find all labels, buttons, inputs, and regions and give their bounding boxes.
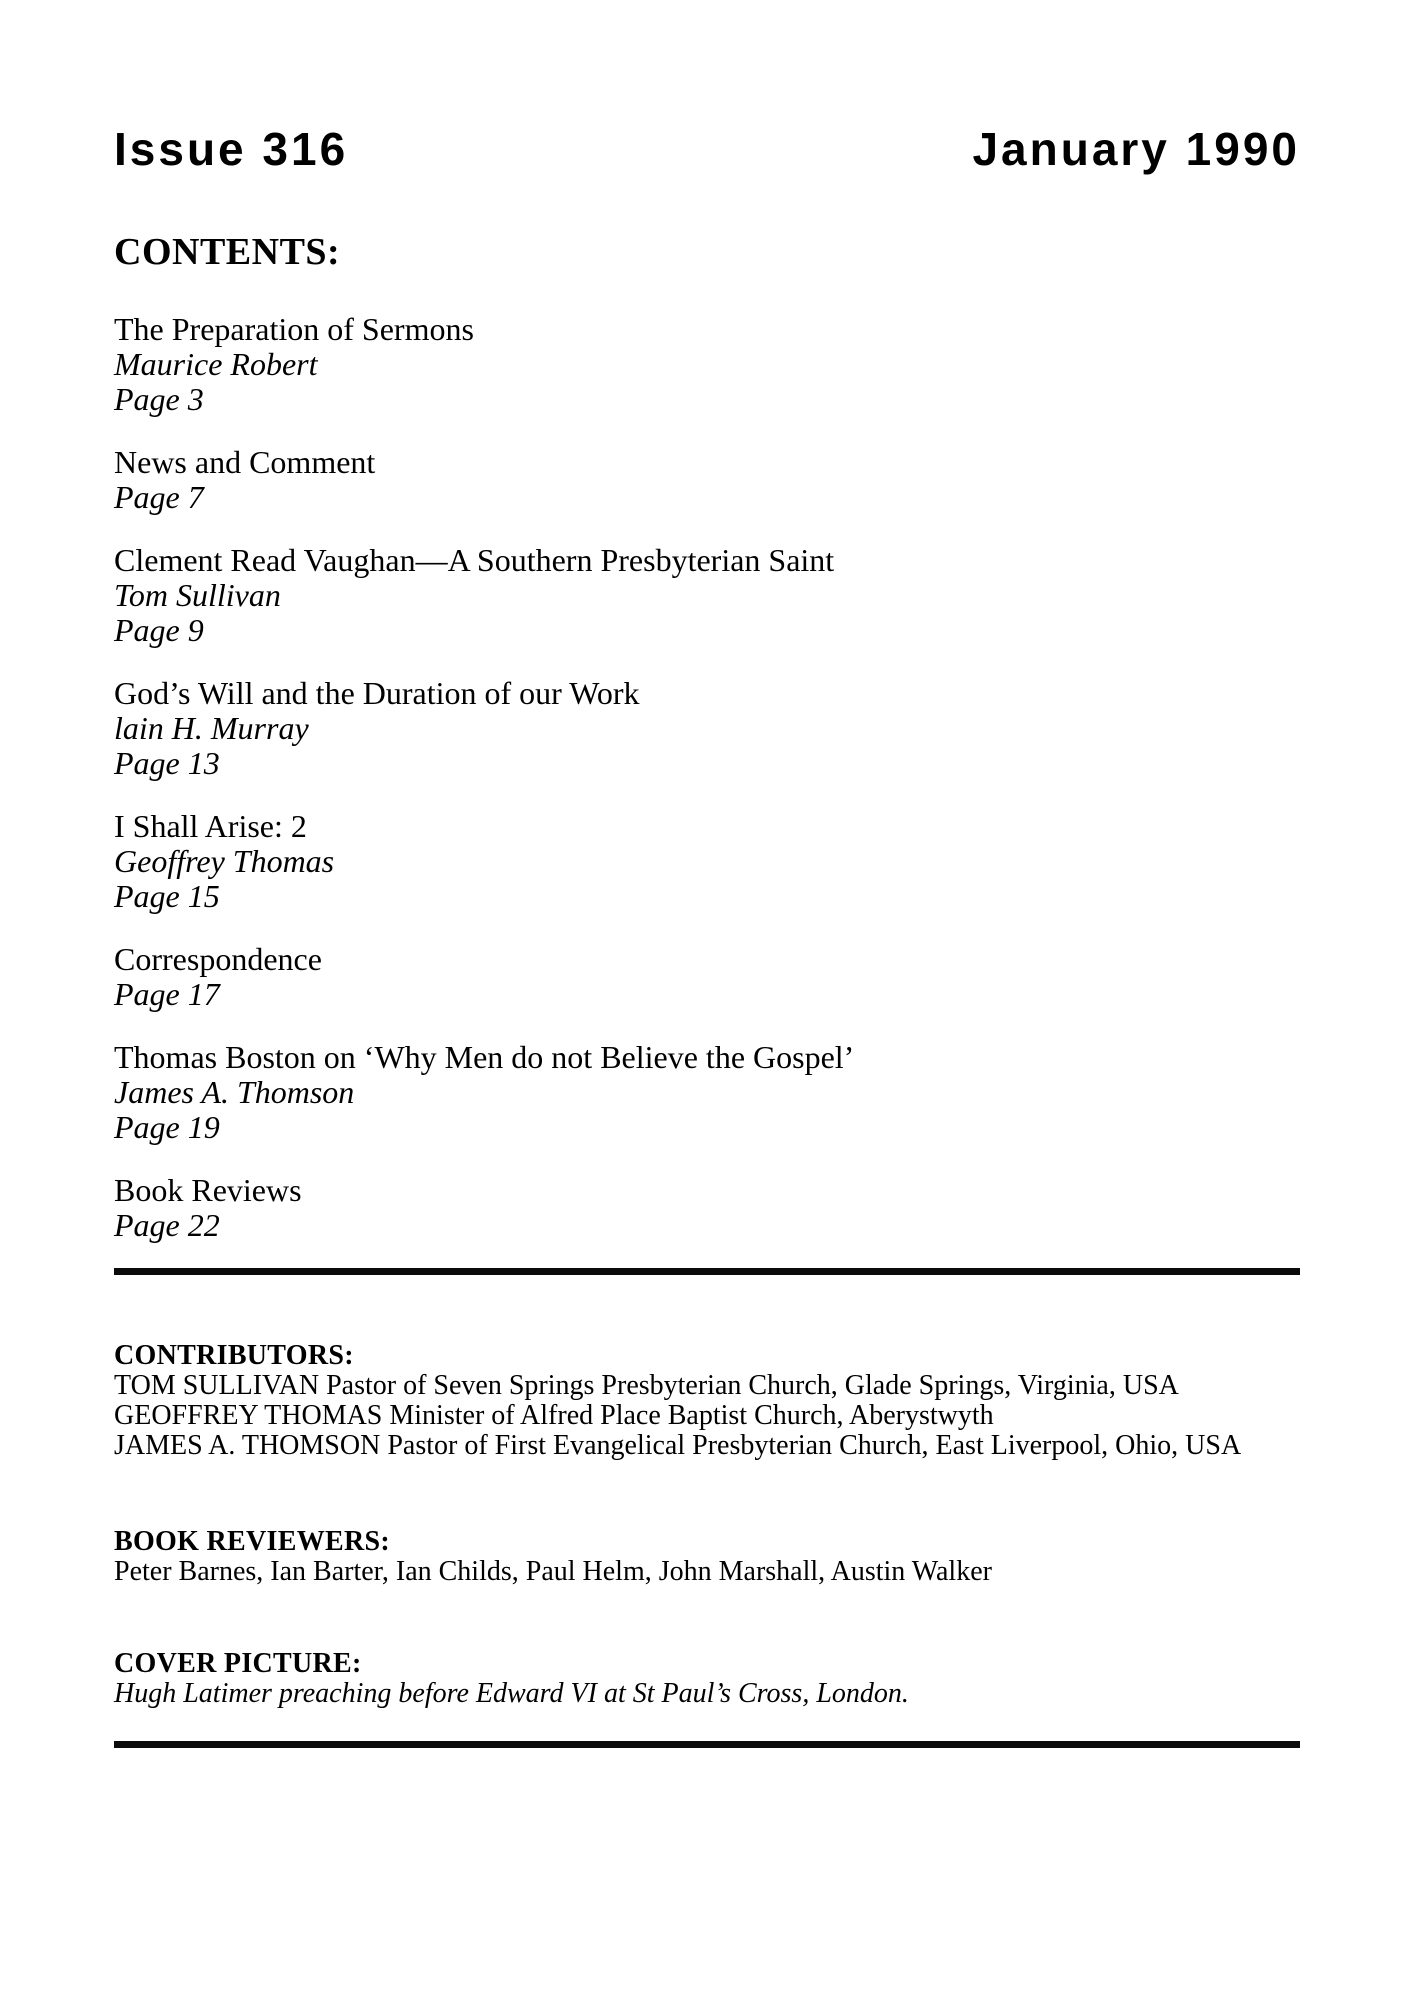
toc-item-title: News and Comment xyxy=(114,443,376,480)
toc-item-author: Geoffrey Thomas xyxy=(114,842,335,879)
toc-item xyxy=(114,312,1300,417)
toc-item-author: lain H. Murray xyxy=(114,709,309,746)
toc-item-title: Clement Read Vaughan—A Southern Presbyterian Saint xyxy=(114,541,835,578)
toc-item xyxy=(114,543,1300,648)
contributors-section xyxy=(114,1341,1300,1461)
toc-item xyxy=(114,1040,1300,1145)
toc-item xyxy=(114,445,1300,515)
contributor-line: GEOFFREY THOMAS Minister of Alfred Place Baptist Church, Aberystwyth xyxy=(114,1399,994,1431)
toc-item-author: Maurice Robert xyxy=(114,345,318,382)
toc-item-page: Page 22 xyxy=(114,1206,220,1243)
toc-item-page: Page 17 xyxy=(114,975,220,1012)
toc-item-title: Book Reviews xyxy=(114,1171,302,1208)
contributor-line: TOM SULLIVAN Pastor of Seven Springs Presbyterian Church, Glade Springs, Virginia, USA xyxy=(114,1369,1179,1401)
table-of-contents xyxy=(114,312,1300,1243)
toc-item-page: Page 19 xyxy=(114,1108,220,1145)
masthead xyxy=(114,0,1300,175)
toc-item-page: Page 13 xyxy=(114,744,220,781)
contributor-line: JAMES A. THOMSON Pastor of First Evangelical Presbyterian Church, East Liverpool, Ohio, USA xyxy=(114,1429,1242,1461)
toc-item-page: Page 9 xyxy=(114,611,204,648)
book-reviewers-names: Peter Barnes, Ian Barter, Ian Childs, Paul Helm, John Marshall, Austin Walker xyxy=(114,1555,992,1587)
toc-item xyxy=(114,676,1300,781)
issue-date: January 1990 xyxy=(972,123,1300,175)
toc-item-page: Page 15 xyxy=(114,877,220,914)
contents-heading: CONTENTS: xyxy=(114,230,341,273)
toc-item xyxy=(114,809,1300,914)
toc-item xyxy=(114,1173,1300,1243)
toc-item-title: Thomas Boston on ‘Why Men do not Believe the Gospel’ xyxy=(114,1038,855,1075)
book-reviewers-heading: BOOK REVIEWERS: xyxy=(114,1525,390,1557)
toc-item-title: The Preparation of Sermons xyxy=(114,310,474,347)
toc-item-page: Page 3 xyxy=(114,380,204,417)
book-reviewers-section xyxy=(114,1527,1300,1587)
cover-picture-section xyxy=(114,1649,1300,1709)
cover-picture-heading: COVER PICTURE: xyxy=(114,1647,362,1679)
toc-item xyxy=(114,942,1300,1012)
issue-number: Issue 316 xyxy=(114,123,349,175)
toc-item-author: James A. Thomson xyxy=(114,1073,355,1110)
contributors-heading: CONTRIBUTORS: xyxy=(114,1339,354,1371)
toc-item-title: Correspondence xyxy=(114,940,322,977)
toc-item-page: Page 7 xyxy=(114,478,204,515)
cover-picture-caption: Hugh Latimer preaching before Edward VI at St Paul’s Cross, London. xyxy=(114,1677,909,1709)
divider-rule-bottom xyxy=(114,1741,1300,1748)
toc-item-title: I Shall Arise: 2 xyxy=(114,807,307,844)
toc-item-author: Tom Sullivan xyxy=(114,576,281,613)
divider-rule-top xyxy=(114,1268,1300,1275)
toc-item-title: God’s Will and the Duration of our Work xyxy=(114,674,640,711)
